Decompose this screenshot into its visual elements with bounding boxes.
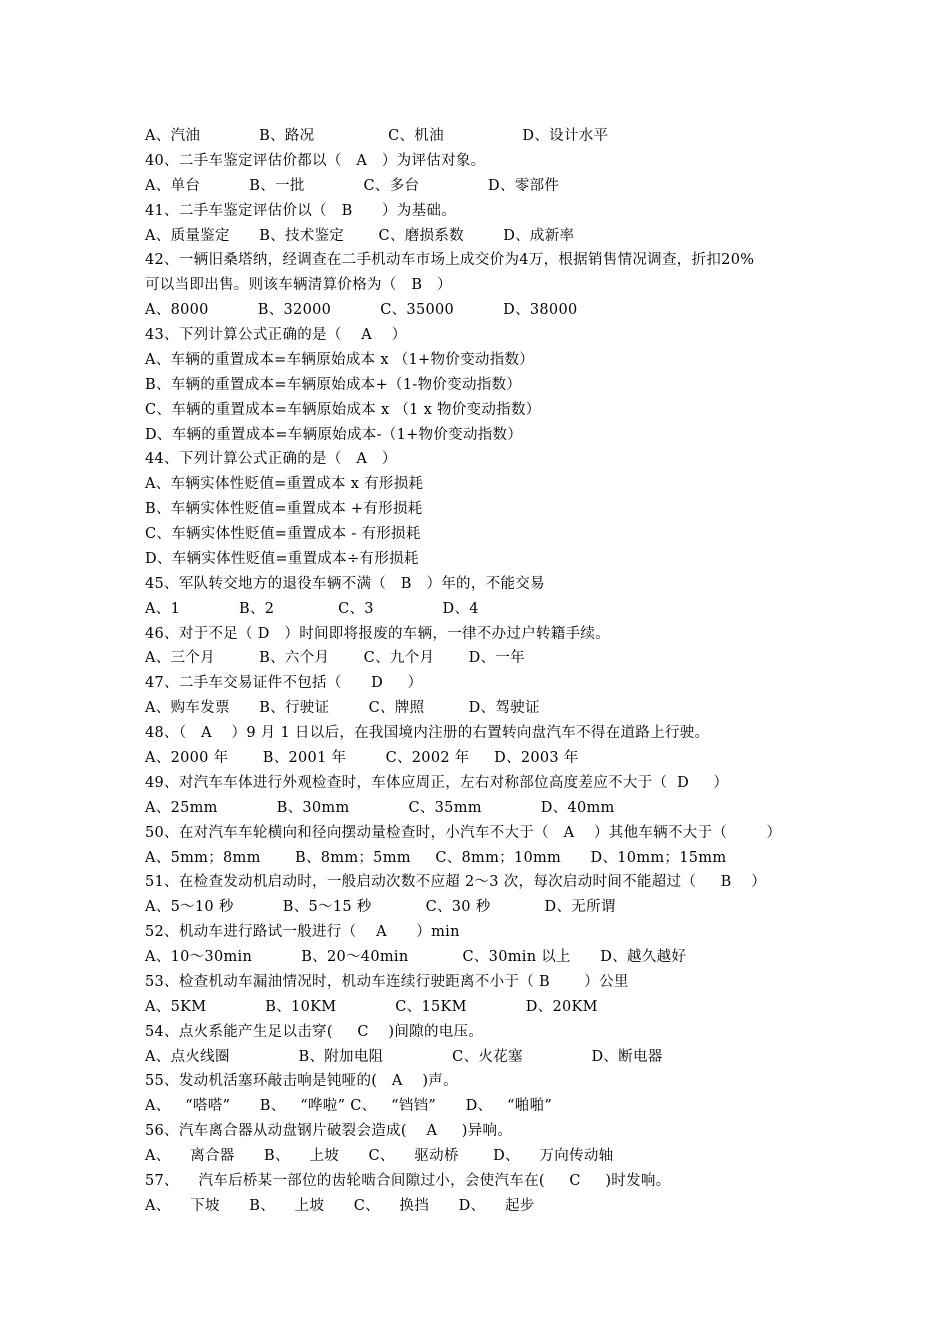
text-line: A、 “嗒嗒” B、 “哗啦” C、 “铛铛” D、 “啪啪” <box>145 1098 553 1115</box>
text-line: A、1 B、2 C、3 D、4 <box>145 600 479 617</box>
text-line: A、5mm；8mm B、8mm；5mm C、8mm；10mm D、10mm；15mm <box>145 849 727 866</box>
text-line: B、车辆的重置成本=车辆原始成本+（1-物价变动指数） <box>145 376 522 393</box>
text-line: A、 下坡 B、 上坡 C、 换挡 D、 起步 <box>145 1197 535 1214</box>
text-line: 49、对汽车车体进行外观检查时，车体应周正，左右对称部位高度差应不大于（ D ） <box>145 774 729 791</box>
text-line: 40、二手车鉴定评估价都以（ A ）为评估对象。 <box>145 152 486 169</box>
text-line: 42、一辆旧桑塔纳，经调查在二手机动车市场上成交价为4万，根据销售情况调查，折扣20% <box>145 252 755 269</box>
text-line: 55、发动机活塞环敲击响是钝哑的( A )声。 <box>145 1073 458 1090</box>
text-line: A、三个月 B、六个月 C、九个月 D、一年 <box>145 650 525 667</box>
text-line: A、车辆的重置成本=车辆原始成本 x （1+物价变动指数） <box>145 351 535 368</box>
text-line: 可以当即出售。则该车辆清算价格为（ B ） <box>145 277 452 294</box>
text-line: C、车辆的重置成本=车辆原始成本 x （1 x 物价变动指数） <box>145 401 541 418</box>
text-line: 43、下列计算公式正确的是（ A ） <box>145 327 407 344</box>
text-line: A、 离合器 B、 上坡 C、 驱动桥 D、 万向传动轴 <box>145 1148 614 1165</box>
text-line: 57、 汽车后桥某一部位的齿轮啮合间隙过小，会使汽车在( C )时发响。 <box>145 1172 671 1189</box>
text-line: 47、二手车交易证件不包括（ D ） <box>145 675 423 692</box>
text-line: A、单台 B、一批 C、多台 D、零部件 <box>145 177 560 194</box>
text-line: A、2000 年 B、2001 年 C、2002 年 D、2003 年 <box>145 750 579 766</box>
text-line: 56、汽车离合器从动盘钢片破裂会造成( A )异响。 <box>145 1123 513 1140</box>
text-line: A、汽油 B、路况 C、机油 D、设计水平 <box>145 128 609 144</box>
text-line: A、5KM B、10KM C、15KM D、20KM <box>145 998 598 1015</box>
text-line: 50、在对汽车车轮横向和径向摆动量检查时，小汽车不大于（ A ）其他车辆不大于（ ） <box>145 824 782 841</box>
text-line: 45、军队转交地方的退役车辆不满（ B ）年的，不能交易 <box>145 575 545 592</box>
text-line: 46、对于不足（ D ）时间即将报废的车辆，一律不办过户转籍手续。 <box>145 625 611 642</box>
text-line: D、车辆实体性贬值=重置成本÷有形损耗 <box>145 550 419 567</box>
text-line: 53、检查机动车漏油情况时，机动车连续行驶距离不小于（ B ）公里 <box>145 973 629 990</box>
text-line: A、25mm B、30mm C、35mm D、40mm <box>145 799 615 816</box>
text-line: A、质量鉴定 B、技术鉴定 C、磨损系数 D、成新率 <box>145 227 575 244</box>
text-line: A、10～30min B、20～40min C、30min 以上 D、越久越好 <box>145 949 687 966</box>
text-line: D、车辆的重置成本=车辆原始成本-（1+物价变动指数） <box>145 426 523 443</box>
text-line: A、5～10 秒 B、5～15 秒 C、30 秒 D、无所谓 <box>145 899 616 916</box>
text-line: 51、在检查发动机启动时，一般启动次数不应超 2～3 次，每次启动时间不能超过（ B ） <box>145 874 767 891</box>
text-line: C、车辆实体性贬值=重置成本 - 有形损耗 <box>145 526 421 543</box>
text-line: 44、下列计算公式正确的是（ A ） <box>145 451 397 468</box>
text-line: A、购车发票 B、行驶证 C、牌照 D、驾驶证 <box>145 700 540 717</box>
text-line: A、点火线圈 B、附加电阻 C、火花塞 D、断电器 <box>145 1048 663 1065</box>
text-line: 41、二手车鉴定评估价以（ B ）为基础。 <box>145 202 456 219</box>
text-line: A、车辆实体性贬值=重置成本 x 有形损耗 <box>145 476 424 493</box>
text-line: 48、（ A ）9 月 1 日以后，在我国境内注册的右置转向盘汽车不得在道路上行驶。 <box>145 725 710 742</box>
text-line: A、8000 B、32000 C、35000 D、38000 <box>145 302 578 319</box>
text-line: B、车辆实体性贬值=重置成本 +有形损耗 <box>145 501 423 518</box>
text-line: 52、机动车进行路试一般进行（ A ）min <box>145 924 460 941</box>
text-line: 54、点火系能产生足以击穿( C )间隙的电压。 <box>145 1023 484 1040</box>
